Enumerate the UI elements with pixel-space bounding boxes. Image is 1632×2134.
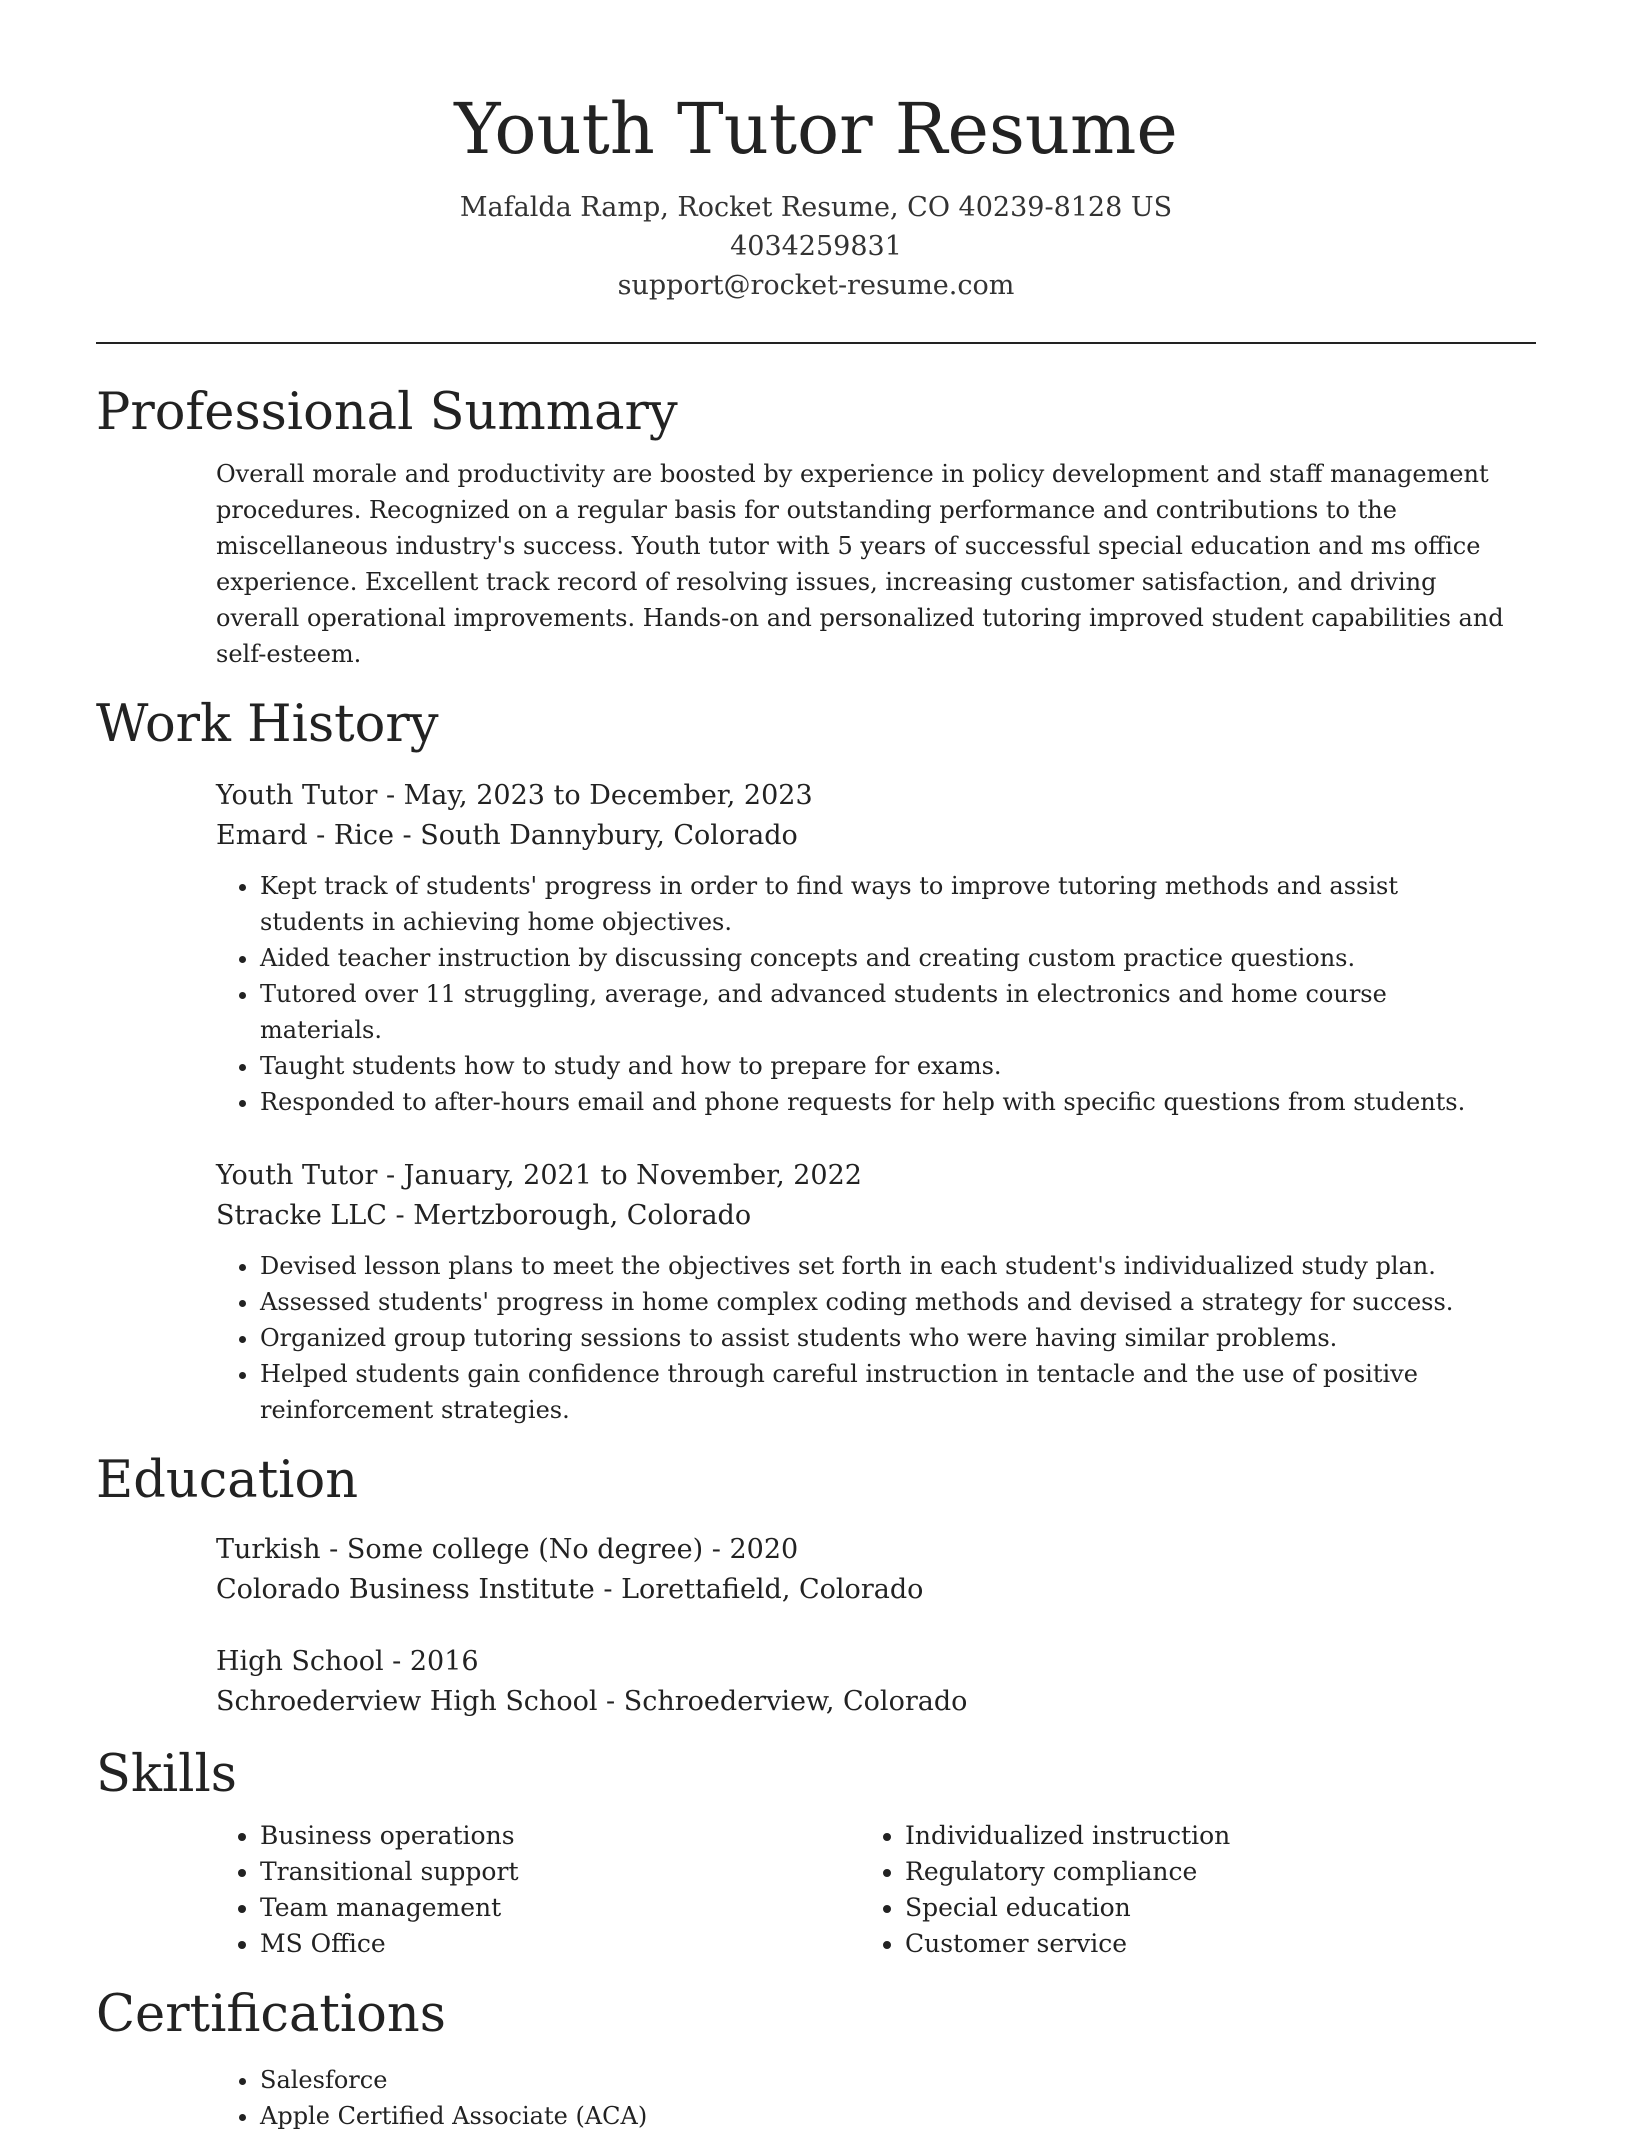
summary-heading: Professional Summary [96, 383, 678, 442]
summary-section [96, 378, 1536, 672]
job-company-line [216, 816, 1506, 856]
skills-list-left [216, 1818, 861, 1962]
education-year: - 2016 [383, 1646, 479, 1677]
job-title: Youth Tutor [216, 780, 378, 811]
skill-item: • Customer service [905, 1926, 1506, 1962]
job-duty: • Aided teacher instruction by discussing concepts and creating custom practice questions. [260, 940, 1506, 976]
job-company: Emard - Rice [216, 820, 394, 851]
job-duty: • Responded to after-hours email and phone requests for help with specific questions from students. [260, 1084, 1506, 1120]
resume-header [0, 0, 1632, 305]
certifications-section [96, 1980, 1536, 2134]
job-location: - South Dannybury, Colorado [393, 820, 798, 851]
work-history-section [96, 690, 1536, 1428]
work-history-heading: Work History [96, 695, 439, 754]
skill-item: • Transitional support [260, 1854, 861, 1890]
education-school: Colorado Business Institute [216, 1574, 595, 1605]
job-title-line [216, 1156, 1506, 1196]
job-duty: • Devised lesson plans to meet the objectives set forth in each student's individualized study plan. [260, 1248, 1506, 1284]
job-duty: • Kept track of students' progress in order to find ways to improve tutoring methods and assist students in achieving home objectives. [260, 868, 1506, 940]
job-duty: • Assessed students' progress in home complex coding methods and devised a strategy for success. [260, 1284, 1506, 1320]
education-degree-line [216, 1530, 1506, 1570]
education-degree: High School [216, 1646, 384, 1677]
education-location: - Schroederview, Colorado [597, 1686, 968, 1717]
certification-item: • Apple Certified Associate (ACA) [260, 2098, 1506, 2134]
contact-address: Mafalda Ramp, Rocket Resume, CO 40239-8128 US [459, 192, 1173, 223]
job-company-line [216, 1196, 1506, 1236]
job-duty: • Taught students how to study and how to prepare for exams. [260, 1048, 1506, 1084]
education-location: - Lorettafield, Colorado [594, 1574, 924, 1605]
summary-text: Overall morale and productivity are boosted by experience in policy development and staff management procedures. Recognized on a regular basis for outstanding performance and contributions to the miscellaneous industry's success. Youth tutor with 5 years of successful special education and ms office experience. Excellent track record of resolving issues, increasing customer satisfaction, and driving overall operational improvements. Hands-on and personalized tutoring improved student capabilities and self-esteem. [216, 460, 1504, 668]
education-school-line [216, 1570, 1506, 1610]
skill-item: • Regulatory compliance [905, 1854, 1506, 1890]
skill-item: • Individualized instruction [905, 1818, 1506, 1854]
education-heading: Education [96, 1451, 359, 1510]
education-entry [216, 1642, 1506, 1722]
contact-phone: 4034259831 [730, 231, 902, 262]
education-year: - 2020 [703, 1534, 799, 1565]
skill-item: • MS Office [260, 1926, 861, 1962]
job-title-line [216, 776, 1506, 816]
skill-item: • Business operations [260, 1818, 861, 1854]
job-duty: • Tutored over 11 struggling, average, and advanced students in electronics and home course materials. [260, 976, 1506, 1048]
job-duty: • Organized group tutoring sessions to assist students who were having similar problems. [260, 1320, 1506, 1356]
job-dates: - January, 2021 to November, 2022 [377, 1160, 862, 1191]
job-dates: - May, 2023 to December, 2023 [377, 780, 813, 811]
skill-item: • Team management [260, 1890, 861, 1926]
education-school-line [216, 1682, 1506, 1722]
certifications-list [216, 2062, 1506, 2134]
job-entry [216, 776, 1506, 1120]
job-company: Stracke LLC [216, 1200, 387, 1231]
education-degree: Turkish - Some college (No degree) [216, 1534, 704, 1565]
skills-list-right [861, 1818, 1506, 1962]
skills-heading: Skills [96, 1745, 237, 1804]
certifications-heading: Certifications [96, 1985, 446, 2044]
education-degree-line [216, 1642, 1506, 1682]
certification-item: • Salesforce [260, 2062, 1506, 2098]
job-location: - Mertzborough, Colorado [386, 1200, 752, 1231]
education-school: Schroederview High School [216, 1686, 598, 1717]
job-duties [216, 868, 1506, 1120]
job-entry [216, 1156, 1506, 1428]
skills-grid [216, 1818, 1506, 1962]
education-section [96, 1446, 1536, 1722]
header-divider [96, 342, 1536, 344]
job-duty: • Helped students gain confidence through careful instruction in tentacle and the use of positive reinforcement strategies. [260, 1356, 1506, 1428]
resume-content [96, 378, 1536, 2134]
contact-info [0, 188, 1632, 305]
education-entry [216, 1530, 1506, 1610]
skill-item: • Special education [905, 1890, 1506, 1926]
page-title: Youth Tutor Resume [454, 88, 1178, 170]
job-title: Youth Tutor [216, 1160, 378, 1191]
contact-email: support@rocket-resume.com [617, 270, 1015, 301]
skills-section [96, 1740, 1536, 1962]
job-duties [216, 1248, 1506, 1428]
